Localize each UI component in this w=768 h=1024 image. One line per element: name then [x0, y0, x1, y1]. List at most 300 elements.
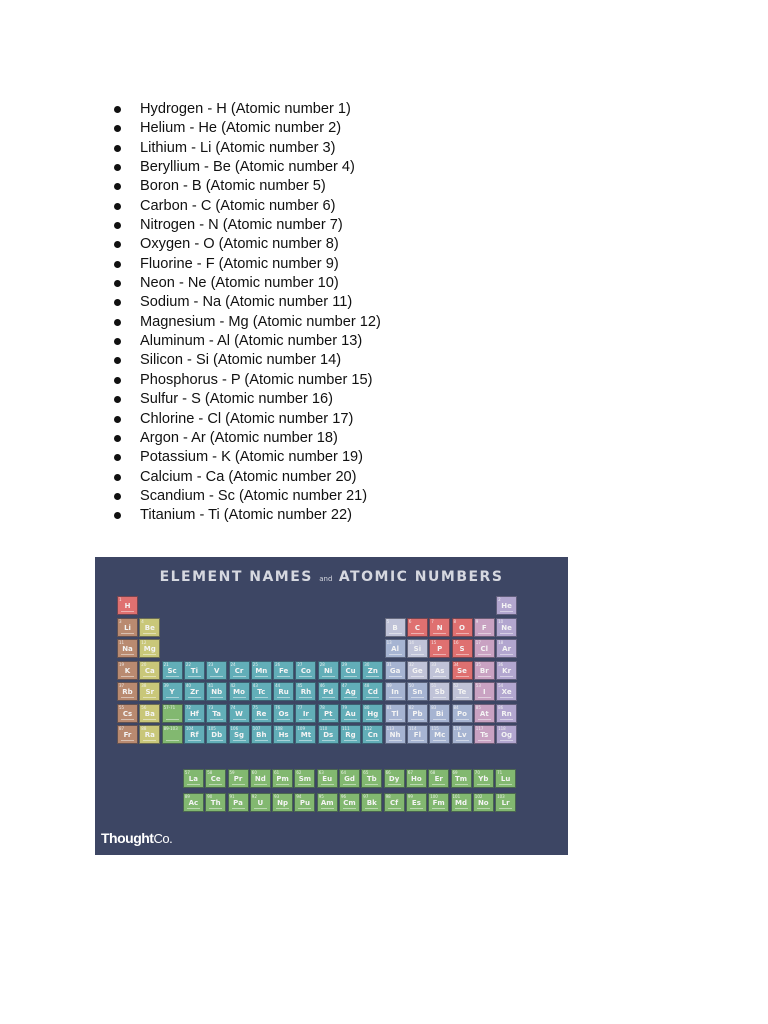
atomic-number: 88 [141, 726, 147, 731]
bullet-icon [114, 299, 121, 306]
element-name-line [233, 676, 246, 677]
element-cell [317, 769, 338, 788]
element-name-line [188, 676, 201, 677]
element-cell [496, 682, 517, 701]
bullet-icon [114, 319, 121, 326]
list-item [114, 119, 381, 138]
element-symbol: Sm [298, 775, 312, 783]
list-item [114, 313, 381, 332]
element-symbol: Al [391, 645, 399, 653]
element-symbol: Tc [257, 688, 266, 696]
element-name-line [366, 719, 379, 720]
element-name-line [166, 740, 179, 741]
list-item [114, 255, 381, 274]
element-symbol: Rf [190, 731, 199, 739]
atomic-number: 33 [431, 661, 437, 667]
element-symbol: K [124, 666, 131, 675]
element-name-line [277, 740, 290, 741]
element-name-line [210, 719, 223, 720]
element-symbol: Bh [256, 731, 267, 739]
element-symbol: Bi [435, 709, 444, 718]
element-cell [184, 704, 205, 723]
element-cell [407, 682, 428, 701]
element-cell [139, 661, 160, 680]
atomic-number: 37 [119, 683, 125, 688]
bullet-icon [114, 435, 121, 442]
element-symbol: Rg [345, 731, 356, 739]
list-item-text: Titanium - Ti (Atomic number 22) [140, 507, 352, 524]
element-symbol: Hf [189, 709, 199, 718]
element-symbol: Sr [145, 688, 155, 696]
element-cell [452, 639, 473, 658]
element-name-line [299, 676, 312, 677]
atomic-number: 100 [430, 794, 438, 799]
atomic-number: 63 [318, 770, 324, 775]
element-name-line [299, 697, 312, 698]
element-name-line [322, 676, 335, 677]
element-symbol: Am [320, 799, 334, 807]
atomic-number: 29 [342, 661, 348, 667]
element-name-line [389, 740, 402, 741]
bullet-icon [114, 338, 121, 345]
element-cell [206, 661, 227, 680]
element-name-line [410, 808, 423, 809]
element-name-line [299, 740, 312, 741]
list-item-text: Chlorine - Cl (Atomic number 17) [140, 410, 354, 427]
atomic-number: 107 [252, 726, 261, 731]
atomic-number: 1 [119, 597, 122, 602]
element-symbol: Cu [345, 666, 356, 675]
atomic-number: 57 [184, 770, 190, 775]
element-symbol: La [188, 775, 198, 783]
element-cell [229, 704, 250, 723]
element-name-line [121, 676, 134, 677]
element-name-line [411, 654, 424, 655]
atomic-number: 67 [407, 770, 413, 775]
atomic-number: 80 [364, 704, 370, 710]
element-name-line [232, 784, 245, 785]
element-name-line [410, 784, 423, 785]
atomic-number: 23 [208, 661, 214, 667]
element-symbol: Bk [366, 799, 377, 807]
element-cell [474, 639, 495, 658]
bullet-icon [114, 280, 121, 287]
element-symbol: Ac [188, 799, 199, 807]
list-item [114, 158, 381, 177]
element-name-line [321, 808, 334, 809]
list-item-text: Calcium - Ca (Atomic number 20) [140, 468, 357, 485]
atomic-number: 50 [408, 683, 414, 688]
bullet-icon [114, 474, 121, 481]
periodic-table-poster [95, 557, 568, 855]
atomic-number: 42 [230, 683, 236, 688]
element-name-line [433, 719, 446, 720]
element-cell [429, 725, 450, 744]
list-item [114, 371, 381, 390]
element-cell [451, 769, 472, 788]
element-cell [317, 793, 338, 812]
element-cell [295, 725, 316, 744]
element-symbol: Xe [501, 688, 512, 696]
list-item [114, 274, 381, 293]
element-name-line [210, 697, 223, 698]
element-symbol: Zn [367, 666, 378, 675]
element-symbol: Cl [480, 645, 489, 653]
element-symbol: Au [345, 709, 356, 718]
element-cell [495, 769, 516, 788]
poster-title [95, 569, 568, 585]
atomic-number: 99 [407, 794, 413, 799]
element-name-line [255, 697, 268, 698]
element-symbol: Cn [367, 731, 378, 739]
element-name-line [343, 808, 356, 809]
element-symbol: Pt [323, 709, 333, 718]
atomic-number: 18 [498, 640, 504, 645]
element-cell [362, 682, 383, 701]
element-cell [429, 704, 450, 723]
element-cell [228, 769, 249, 788]
atomic-number: 20 [141, 661, 147, 667]
element-cell [361, 769, 382, 788]
element-symbol: Rb [122, 688, 133, 696]
logo-suffix: Co. [153, 831, 173, 846]
element-name-line [433, 697, 446, 698]
element-name-line [344, 697, 357, 698]
element-name-line [500, 740, 513, 741]
bullet-icon [114, 512, 121, 519]
element-symbol: Dy [388, 775, 400, 783]
element-symbol: Cr [234, 666, 244, 675]
element-cell [162, 682, 183, 701]
element-symbol: Db [211, 731, 223, 739]
element-name-line [188, 740, 201, 741]
element-cell [474, 618, 495, 637]
atomic-number: 103 [497, 794, 505, 799]
atomic-number: 93 [274, 794, 280, 799]
list-item-text: Potassium - K (Atomic number 19) [140, 449, 364, 466]
element-symbol: Se [457, 666, 467, 675]
list-item [114, 293, 381, 312]
element-cell [295, 661, 316, 680]
atomic-number: 75 [252, 704, 258, 710]
list-item-text: Phosphorus - P (Atomic number 15) [140, 371, 373, 388]
element-symbol: Ir [302, 709, 309, 718]
element-cell [339, 769, 360, 788]
element-name-line [365, 808, 378, 809]
element-cell [473, 769, 494, 788]
atomic-number: 106 [230, 726, 239, 731]
atomic-number: 96 [341, 794, 347, 799]
atomic-number: 8 [453, 618, 457, 624]
atomic-number: 102 [474, 794, 483, 799]
element-cell [229, 661, 250, 680]
element-name-line [389, 719, 402, 720]
element-symbol: Os [278, 709, 289, 718]
atomic-number: 81 [386, 704, 392, 710]
list-item-text: Oxygen - O (Atomic number 8) [140, 236, 339, 253]
element-name-line [411, 697, 424, 698]
element-name-line [233, 740, 246, 741]
element-cell [474, 661, 495, 680]
element-cell [496, 596, 517, 615]
element-name-line [233, 697, 246, 698]
list-item-text: Magnesium - Mg (Atomic number 12) [140, 313, 381, 330]
list-item-text: Argon - Ar (Atomic number 18) [140, 429, 338, 446]
atomic-number: 13 [386, 640, 392, 645]
atomic-number: 74 [230, 704, 236, 710]
atomic-number: 91 [229, 794, 235, 799]
element-name-line [143, 633, 156, 634]
atomic-number: 79 [342, 704, 348, 710]
element-name-line [432, 784, 445, 785]
atomic-number: 70 [474, 770, 480, 775]
element-symbol: Ag [345, 688, 356, 696]
element-cell [294, 793, 315, 812]
element-cell [495, 793, 516, 812]
atomic-number: 69 [452, 770, 458, 775]
element-name-line [455, 784, 468, 785]
atomic-number: 19 [119, 661, 125, 667]
element-cell [385, 725, 406, 744]
atomic-number: 116 [453, 726, 462, 731]
list-item [114, 390, 381, 409]
poster-title-right: ATOMIC NUMBERS [338, 569, 504, 585]
atomic-number: 105 [208, 726, 216, 731]
element-symbol: In [391, 688, 399, 696]
element-name-line [456, 633, 469, 634]
atomic-number: 94 [296, 794, 302, 799]
element-symbol: Ca [144, 666, 155, 675]
atomic-number: 95 [318, 794, 324, 799]
element-cell [295, 704, 316, 723]
bullet-icon [114, 106, 121, 113]
element-symbol: Ne [501, 623, 512, 632]
element-cell [385, 639, 406, 658]
atomic-number: 59 [229, 770, 235, 775]
element-name-line [365, 784, 378, 785]
element-symbol: W [235, 709, 243, 718]
bullet-icon [114, 357, 121, 364]
element-cell [496, 661, 517, 680]
bullet-icon [114, 164, 121, 171]
element-name-line [322, 697, 335, 698]
bullet-icon [114, 416, 121, 423]
element-symbol: Fr [123, 731, 132, 739]
atomic-number: 117 [475, 726, 484, 731]
element-name-line [166, 676, 179, 677]
element-symbol: Ar [502, 645, 512, 653]
element-symbol: Fe [278, 666, 289, 675]
list-item [114, 506, 381, 525]
element-symbol: F [481, 623, 487, 632]
atomic-number: 4 [141, 618, 144, 624]
element-name-line [343, 784, 356, 785]
element-symbol: Ru [278, 688, 289, 696]
element-name-line [411, 740, 424, 741]
element-symbol: Tm [454, 775, 468, 783]
atomic-number: 54 [498, 683, 504, 688]
element-cell [429, 661, 450, 680]
atomic-number: 49 [386, 683, 392, 688]
element-name-line [209, 808, 222, 809]
atomic-number: 44 [275, 683, 281, 688]
element-cell [184, 682, 205, 701]
atomic-number: 73 [208, 704, 214, 710]
atomic-number: 14 [408, 640, 414, 645]
element-name-line [433, 676, 446, 677]
element-symbol: Tb [366, 775, 377, 783]
list-item-text: Beryllium - Be (Atomic number 4) [140, 159, 355, 176]
atomic-number: 110 [319, 726, 328, 731]
element-cell [473, 793, 494, 812]
atomic-number: 28 [319, 661, 325, 667]
element-cell [451, 793, 472, 812]
element-name-line [411, 676, 424, 677]
element-cell [206, 682, 227, 701]
element-symbol: Cs [122, 709, 133, 718]
atomic-number: 77 [297, 704, 303, 710]
element-cell [205, 769, 226, 788]
element-symbol: Mo [233, 688, 245, 696]
element-cell [206, 725, 227, 744]
element-symbol: Si [413, 645, 422, 653]
element-name-line [456, 654, 469, 655]
element-name-line [121, 611, 134, 612]
element-name-line [433, 740, 446, 741]
element-cell [162, 661, 183, 680]
element-name-line [210, 740, 223, 741]
element-name-line [389, 697, 402, 698]
atomic-number: 46 [319, 683, 325, 688]
element-symbol: H [124, 602, 131, 610]
atomic-number: 61 [274, 770, 280, 775]
element-symbol: Ra [144, 731, 155, 739]
atomic-number: 12 [141, 640, 147, 645]
atomic-number: 64 [341, 770, 347, 775]
element-cell [318, 682, 339, 701]
element-symbol: Pa [233, 799, 243, 807]
element-name-line [166, 697, 179, 698]
list-item [114, 410, 381, 429]
element-symbol: Ce [210, 775, 221, 783]
atomic-number: 6 [408, 618, 412, 624]
element-name-line [500, 654, 513, 655]
element-cell [206, 704, 227, 723]
atomic-number: 25 [252, 661, 258, 667]
element-symbol: Gd [344, 775, 355, 783]
poster-title-left: ELEMENT NAMES [159, 569, 313, 585]
element-cell [385, 618, 406, 637]
list-item [114, 448, 381, 467]
atomic-number: 118 [498, 726, 506, 731]
element-symbol: Hs [278, 731, 289, 739]
element-symbol: Og [501, 731, 513, 739]
atomic-number: 26 [275, 661, 281, 667]
element-name-line [254, 808, 267, 809]
element-cell [117, 596, 138, 615]
element-symbol: Mt [300, 731, 312, 739]
element-name-line [187, 784, 200, 785]
element-symbol: Ni [324, 666, 333, 675]
atomic-number: 30 [364, 661, 370, 667]
element-name-line [366, 676, 379, 677]
atomic-number: 27 [297, 661, 303, 667]
bullet-icon [114, 145, 121, 152]
atomic-number: 101 [452, 794, 461, 799]
element-name-line [277, 676, 290, 677]
element-cell [162, 704, 183, 723]
atomic-number: 72 [185, 704, 191, 710]
element-symbol: Co [300, 666, 311, 675]
atomic-number: 115 [431, 726, 439, 731]
atomic-number: 11 [119, 640, 125, 645]
element-cell [429, 682, 450, 701]
element-name-line [277, 719, 290, 720]
element-cell [496, 639, 517, 658]
element-symbol: Sg [233, 731, 245, 739]
element-symbol: U [257, 799, 264, 807]
logo-main: Thought [101, 830, 154, 846]
element-symbol: Sb [434, 688, 445, 696]
bullet-icon [114, 396, 121, 403]
element-name-line [500, 719, 513, 720]
atomic-number: 48 [364, 683, 370, 688]
element-name-line [232, 808, 245, 809]
element-symbol: C [414, 623, 420, 632]
element-symbol: Na [122, 645, 133, 653]
element-cell [385, 661, 406, 680]
element-cell [474, 704, 495, 723]
element-name-line [143, 654, 156, 655]
bullet-icon [114, 183, 121, 190]
element-cell [251, 661, 272, 680]
element-name-line [143, 740, 156, 741]
element-cell [407, 661, 428, 680]
element-cell [385, 682, 406, 701]
list-item-text: Boron - B (Atomic number 5) [140, 178, 326, 195]
atomic-number: 86 [498, 704, 504, 710]
element-cell [250, 769, 271, 788]
element-cell [139, 725, 160, 744]
element-name-line [499, 784, 512, 785]
element-cell [318, 661, 339, 680]
element-cell [228, 793, 249, 812]
element-cell [361, 793, 382, 812]
bullet-icon [114, 454, 121, 461]
element-cell [452, 704, 473, 723]
element-cell [496, 725, 517, 744]
atomic-number: 65 [363, 770, 369, 775]
element-symbol: Te [457, 688, 467, 696]
element-cell [362, 704, 383, 723]
atomic-number: 21 [163, 661, 169, 667]
element-symbol: Fm [432, 799, 445, 807]
atomic-number: 36 [498, 661, 504, 667]
element-name-line [121, 654, 134, 655]
atomic-number: 22 [185, 661, 191, 667]
element-symbol: Cd [367, 688, 378, 696]
bullet-icon [114, 222, 121, 229]
element-cell [229, 725, 250, 744]
element-name-line [255, 676, 268, 677]
element-name-line [233, 719, 246, 720]
atomic-number: 32 [408, 661, 414, 667]
element-name-line [478, 654, 491, 655]
element-cell [362, 725, 383, 744]
atomic-number: 104 [185, 726, 194, 731]
element-name-line [277, 697, 290, 698]
element-symbol: Sc [167, 666, 177, 675]
